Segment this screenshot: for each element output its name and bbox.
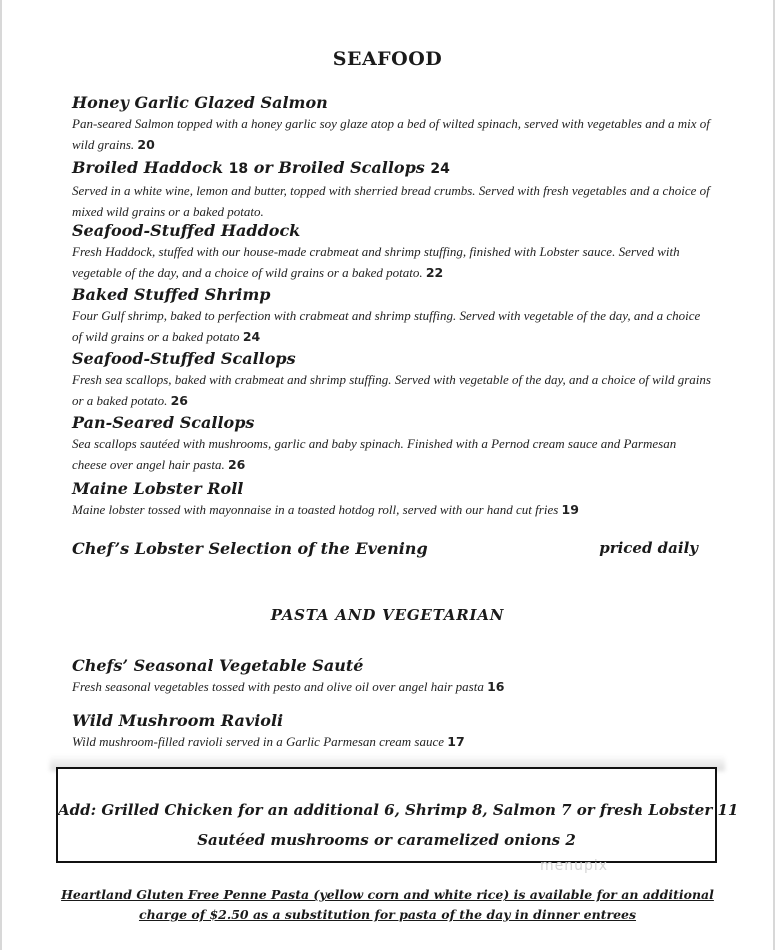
item-price: 26 xyxy=(227,457,246,472)
item-description: Sea scallops sautéed with mushrooms, garlic and baby spinach. Finished with a Pernod cream sauce and Parmesan cheese over angel hair pasta. 26 xyxy=(72,436,677,472)
menu-item-seafood-stuffed-scallops xyxy=(72,348,712,411)
menu-item-baked-stuffed-shrimp xyxy=(72,284,712,347)
section-title-seafood: SEAFOOD xyxy=(332,48,443,70)
addons-box xyxy=(56,767,739,863)
item-price: 16 xyxy=(487,679,505,694)
item-price: priced daily xyxy=(599,539,698,557)
menu-item-pan-seared-scallops xyxy=(72,412,712,475)
menu-item-honey-garlic-salmon xyxy=(72,92,712,155)
menu-item-maine-lobster-roll xyxy=(72,478,712,520)
menu-item-seafood-stuffed-haddock xyxy=(72,220,712,283)
item-description: Wild mushroom-filled ravioli served in a Garlic Parmesan cream sauce 17 xyxy=(72,734,465,749)
item-name: Honey Garlic Glazed Salmon xyxy=(72,93,328,112)
watermark: menupix xyxy=(540,858,609,874)
item-name: Wild Mushroom Ravioli xyxy=(72,711,284,730)
item-price: 24 xyxy=(242,329,261,344)
addons-line-2: Sautéed mushrooms or caramelized onions 2 xyxy=(197,831,576,849)
item-description: Fresh Haddock, stuffed with our house-made crabmeat and shrimp stuffing, finished with Lobster sauce. Served with vegetable of the day, and a choice of wild grains or a baked potato. 22 xyxy=(72,244,680,280)
item-price: 19 xyxy=(561,502,579,517)
item-description: Maine lobster tossed with mayonnaise in a toasted hotdog roll, served with our hand cut fries 19 xyxy=(72,502,579,517)
item-name: Chef’s Lobster Selection of the Evening xyxy=(72,539,428,558)
item-name: Baked Stuffed Shrimp xyxy=(72,285,271,304)
item-name: Broiled Haddock 18 or Broiled Scallops 24 xyxy=(72,158,450,177)
item-price: 17 xyxy=(447,734,465,749)
item-description: Fresh sea scallops, baked with crabmeat and shrimp stuffing. Served with vegetable of the day, and a choice of wild grains or a baked potato. 26 xyxy=(72,372,711,408)
item-price: 22 xyxy=(425,265,444,280)
page-edge-left xyxy=(0,0,2,950)
gluten-free-note-line-1: Heartland Gluten Free Penne Pasta (yellow corn and white rice) is available for an additional xyxy=(61,887,714,902)
menu-item-broiled-haddock-scallops xyxy=(72,157,712,222)
item-price: 24 xyxy=(430,161,450,177)
item-name: Maine Lobster Roll xyxy=(72,479,244,498)
item-name: Chefs’ Seasonal Vegetable Sauté xyxy=(72,656,364,675)
menu-item-seasonal-vegetable-saute xyxy=(72,655,712,697)
item-price: 26 xyxy=(170,393,188,408)
item-description: Served in a white wine, lemon and butter, topped with sherried bread crumbs. Served with fresh vegetables and a choice of mixed wild grains or a baked potato. xyxy=(72,183,710,219)
item-name: Seafood-Stuffed Haddock xyxy=(72,221,301,240)
menu-item-wild-mushroom-ravioli xyxy=(72,710,712,752)
item-price: 20 xyxy=(137,137,155,152)
item-name: Pan-Seared Scallops xyxy=(72,413,255,432)
addons-line-1: Add: Grilled Chicken for an additional 6, Shrimp 8, Salmon 7 or fresh Lobster 11 xyxy=(58,801,739,819)
item-price: 18 xyxy=(228,161,249,177)
gluten-free-note-line-2: charge of $2.50 as a substitution for pasta of the day in dinner entrees xyxy=(138,907,637,922)
item-description: Fresh seasonal vegetables tossed with pesto and olive oil over angel hair pasta 16 xyxy=(72,679,505,694)
item-description: Four Gulf shrimp, baked to perfection with crabmeat and shrimp stuffing. Served with vegetable of the day, and a choice of wild grains or a baked potato 24 xyxy=(72,308,701,344)
section-title-pasta-vegetarian: PASTA AND VEGETARIAN xyxy=(270,606,505,624)
item-description: Pan-seared Salmon topped with a honey garlic soy glaze atop a bed of wilted spinach, served with vegetables and a mix of wild grains. 20 xyxy=(72,116,710,152)
item-name: Seafood-Stuffed Scallops xyxy=(72,349,296,368)
